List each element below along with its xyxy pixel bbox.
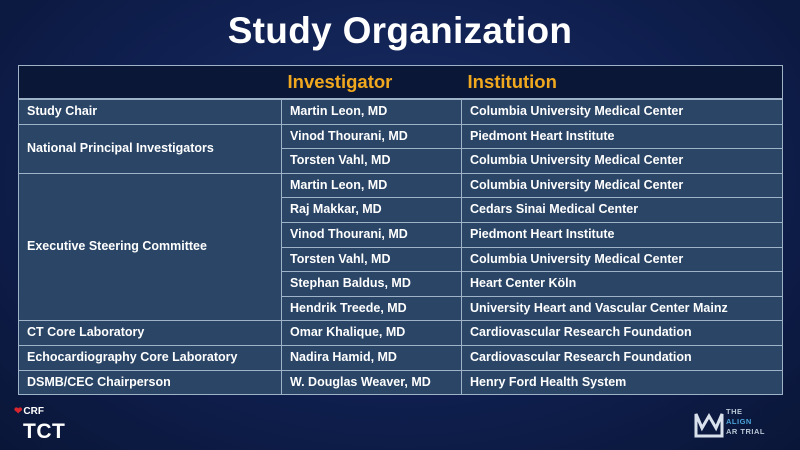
institution-cell: Piedmont Heart Institute	[462, 124, 783, 149]
study-organization-table	[18, 65, 783, 395]
page-title: Study Organization	[227, 10, 573, 51]
role-cell: National Principal Investigators	[19, 124, 282, 173]
institution-cell: Cardiovascular Research Foundation	[462, 345, 783, 370]
tct-logo: TCT	[23, 420, 66, 443]
investigator-cell: Torsten Vahl, MD	[282, 247, 462, 272]
investigator-cell: Martin Leon, MD	[282, 99, 462, 124]
institution-cell: Columbia University Medical Center	[462, 149, 783, 174]
institution-cell: Henry Ford Health System	[462, 370, 783, 395]
investigator-cell: Nadira Hamid, MD	[282, 345, 462, 370]
investigator-cell: Hendrik Treede, MD	[282, 296, 462, 321]
role-cell: Executive Steering Committee	[19, 173, 282, 321]
institution-cell: Columbia University Medical Center	[462, 173, 783, 198]
institution-cell: Cardiovascular Research Foundation	[462, 321, 783, 346]
institution-cell: Cedars Sinai Medical Center	[462, 198, 783, 223]
table-row	[19, 370, 783, 395]
investigator-cell: Raj Makkar, MD	[282, 198, 462, 223]
trial-logo	[694, 404, 790, 444]
institution-cell: Piedmont Heart Institute	[462, 222, 783, 247]
table-row	[19, 345, 783, 370]
role-cell: Echocardiography Core Laboratory	[19, 345, 282, 370]
institution-cell: Columbia University Medical Center	[462, 247, 783, 272]
trial-logo-line-3: AR TRIAL	[726, 427, 765, 436]
role-cell: CT Core Laboratory	[19, 321, 282, 346]
table-row	[19, 124, 783, 149]
header-institution: Institution	[462, 66, 783, 100]
investigator-cell: Omar Khalique, MD	[282, 321, 462, 346]
table-row	[19, 173, 783, 198]
investigator-cell: Martin Leon, MD	[282, 173, 462, 198]
investigator-cell: Stephan Baldus, MD	[282, 272, 462, 297]
role-cell: DSMB/CEC Chairperson	[19, 370, 282, 395]
investigator-cell: Vinod Thourani, MD	[282, 222, 462, 247]
crf-logo: ❤CRF	[14, 406, 44, 417]
institution-cell: Heart Center Köln	[462, 272, 783, 297]
header-investigator: Investigator	[282, 66, 462, 100]
table-header-row	[19, 66, 783, 100]
header-role	[19, 66, 282, 100]
role-cell: Study Chair	[19, 99, 282, 124]
investigator-cell: Vinod Thourani, MD	[282, 124, 462, 149]
table-row	[19, 321, 783, 346]
crown-icon	[694, 406, 724, 440]
investigator-cell: W. Douglas Weaver, MD	[282, 370, 462, 395]
heart-icon: ❤	[14, 406, 23, 417]
trial-logo-line-2: ALIGN	[726, 417, 752, 426]
table-row	[19, 99, 783, 124]
institution-cell: Columbia University Medical Center	[462, 99, 783, 124]
trial-logo-line-1: THE	[726, 407, 743, 416]
institution-cell: University Heart and Vascular Center Mainz	[462, 296, 783, 321]
investigator-cell: Torsten Vahl, MD	[282, 149, 462, 174]
